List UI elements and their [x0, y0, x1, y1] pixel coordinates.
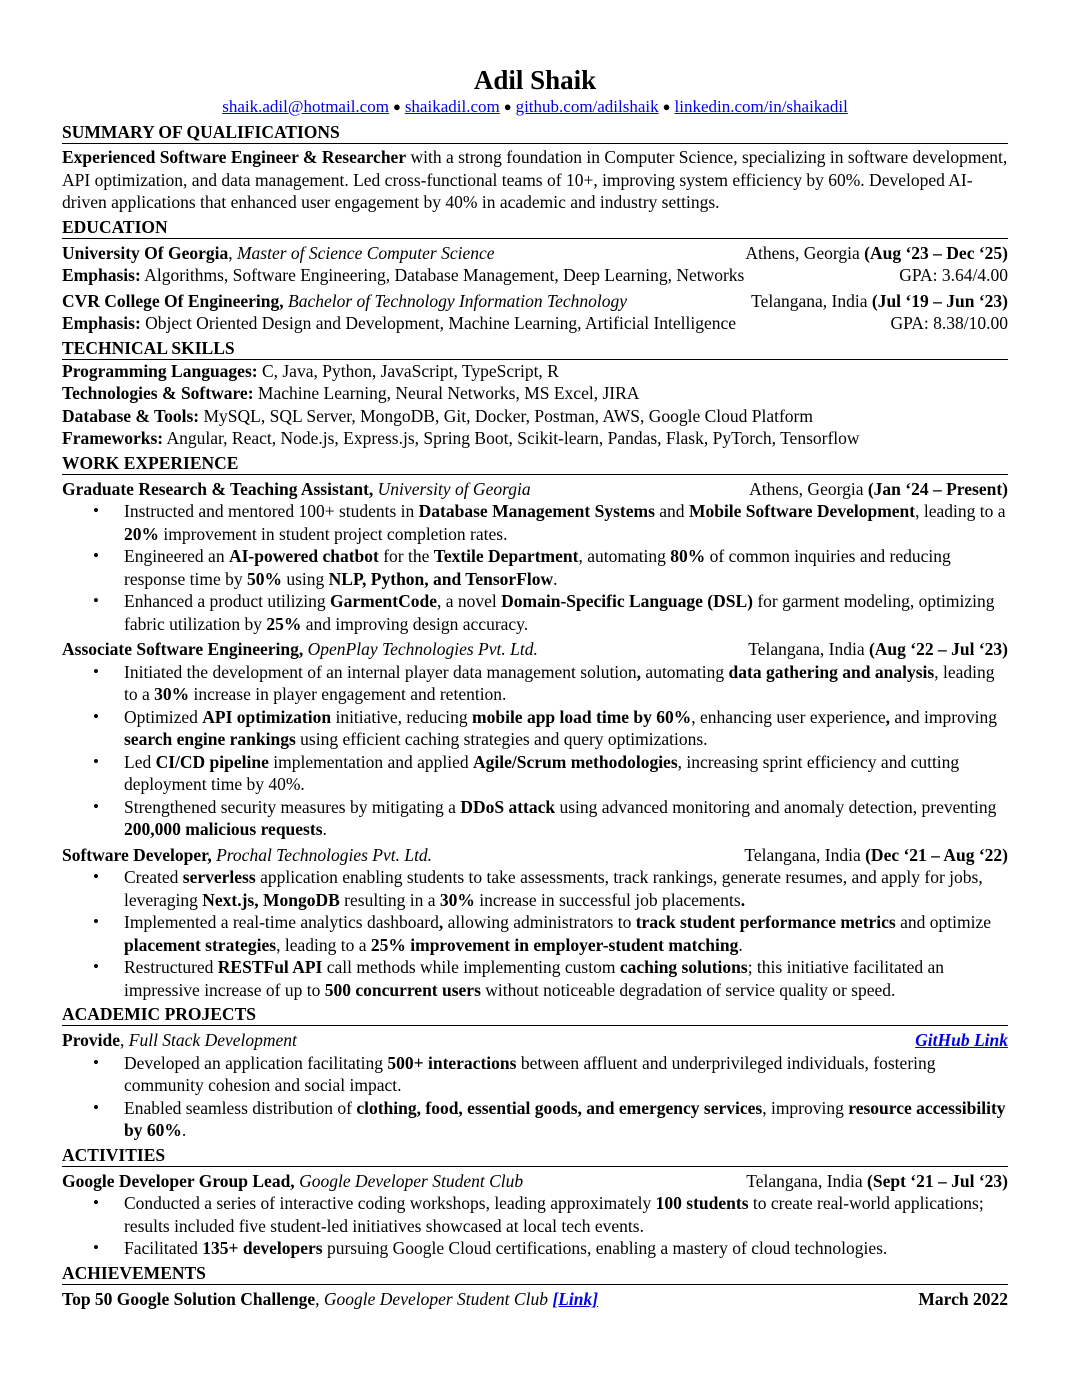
bullet-text: pursuing Google Cloud certifications, enabling a mastery of cloud technologies. — [322, 1238, 888, 1258]
education-header: University Of Georgia, Master of Science Computer Science Athens, Georgia (Aug ‘23 – Dec ‘25) — [62, 242, 1008, 263]
project-title: Provide — [62, 1030, 121, 1050]
bullet-text: of common inquiries and reducing response time by — [124, 546, 951, 589]
location: Telangana, India — [751, 290, 868, 311]
bullet-text: without noticeable degradation of service quality or speed. — [480, 979, 896, 1000]
bullet-highlight: mobile app load time by 60% — [472, 706, 692, 727]
bullet-separator: ● — [503, 99, 512, 114]
bullet-text: resulting in a — [339, 889, 440, 910]
bullet-text: application enabling students to take assessments, track rankings, generate resumes, and apply for jobs, leveraging — [124, 867, 983, 910]
summary-body: with a strong foundation in Computer Science, specializing in software development, API optimization, and data management. Led cross-functional teams of 10+, improving system efficiency by 60%. Developed AI-driven applications that enhanced user engagement by 40% in academic and industry settings. — [62, 147, 1008, 212]
bullet-text: Enhanced a product utilizing — [124, 591, 331, 611]
bullet-item — [124, 1052, 1008, 1097]
bullet-text: Instructed and mentored 100+ students in — [124, 501, 419, 521]
degree: Bachelor of Technology Information Technology — [288, 290, 627, 311]
contact-line — [62, 96, 1008, 119]
bullet-separator: ● — [662, 99, 671, 114]
bullet-item — [124, 706, 1008, 751]
resume-page — [62, 64, 1008, 1310]
bullet-text: Created — [124, 867, 183, 887]
project-subtitle: Full Stack Development — [128, 1030, 297, 1050]
bullet-text: implementation and applied — [268, 751, 473, 772]
skill-line — [62, 405, 1008, 428]
education-header — [62, 290, 1008, 313]
gpa: GPA: 8.38/10.00 — [890, 313, 1008, 333]
bullet-text: Enabled seamless distribution of — [124, 1097, 357, 1118]
bullet-text: between affluent and underprivileged individuals, fostering community cohesion and social impact. — [124, 1052, 936, 1095]
skill-label: Database & Tools: — [62, 405, 200, 426]
achievement-date: March 2022 — [918, 1288, 1008, 1309]
website-link[interactable]: shaikadil.com — [404, 97, 500, 116]
job-header — [62, 478, 1008, 501]
job-entry — [62, 638, 1008, 841]
bullet-highlight: Next.js, MongoDB — [202, 889, 340, 910]
github-link[interactable]: github.com/adilshaik — [515, 97, 659, 116]
location: Telangana, India — [744, 844, 861, 865]
education-entry — [62, 242, 1008, 287]
company-name: OpenPlay Technologies Pvt. Ltd. — [307, 639, 538, 659]
bullet-text: Initiated the development of an internal player data management solution — [124, 661, 637, 682]
activity-title: Google Developer Group Lead, — [62, 1170, 295, 1191]
bullet-highlight: 135+ developers — [202, 1238, 323, 1258]
bullet-text: Engineered an — [124, 546, 229, 566]
bullet-text: increase in successful job placements — [474, 889, 741, 910]
job-entry — [62, 844, 1008, 1002]
job-bullets — [62, 866, 1008, 1001]
bullet-highlight: 80% — [670, 546, 706, 566]
bullet-text: ; this initiative facilitated an impressive increase of up to — [124, 957, 945, 1000]
bullet-item — [124, 751, 1008, 796]
section-work-title: WORK EXPERIENCE — [62, 452, 1008, 475]
bullet-text: , increasing sprint efficiency and cutting deployment time by 40%. — [124, 751, 960, 794]
bullet-text: , improving — [762, 1097, 849, 1118]
bullet-text: . — [553, 568, 558, 589]
education-emphasis — [62, 312, 1008, 335]
bullet-text: , leading to a — [124, 661, 995, 704]
bullet-highlight: track student performance metrics — [635, 912, 896, 932]
emphasis-label: Emphasis: — [62, 265, 141, 285]
bullet-highlight: 25% — [266, 613, 302, 634]
bullet-text: , leading to a — [276, 934, 371, 955]
bullet-highlight: Mobile Software Development — [688, 501, 916, 521]
bullet-text: and optimize — [895, 912, 991, 932]
section-skills-title: TECHNICAL SKILLS — [62, 337, 1008, 360]
bullet-text: call methods while implementing custom — [322, 957, 620, 977]
bullet-item — [124, 866, 1008, 911]
bullet-text: Facilitated — [124, 1238, 203, 1258]
candidate-name: Adil Shaik — [473, 65, 597, 95]
bullet-item — [124, 545, 1008, 590]
bullet-text: , leading to a — [915, 501, 1006, 521]
section-education-title: EDUCATION — [62, 216, 1008, 239]
bullet-text: Developed an application facilitating — [124, 1052, 388, 1073]
bullet-text: Optimized — [124, 706, 203, 727]
company-name: Prochal Technologies Pvt. Ltd. — [216, 844, 433, 865]
bullet-text: Conducted a series of interactive coding workshops, leading approximately — [124, 1193, 656, 1213]
bullet-highlight: 25% improvement in employer-student matching — [370, 934, 739, 955]
education-entry — [62, 290, 1008, 335]
bullet-highlight: DDoS attack — [460, 796, 556, 817]
bullet-highlight: 200,000 malicious requests — [124, 819, 323, 839]
skill-value: Angular, React, Node.js, Express.js, Spring Boot, Scikit-learn, Pandas, Flask, PyTorch, Tensorflow — [166, 428, 860, 448]
linkedin-link[interactable]: linkedin.com/in/shaikadil — [674, 97, 848, 116]
bullet-highlight: Textile Department — [433, 546, 579, 566]
bullet-highlight: 30% — [154, 684, 190, 704]
job-header — [62, 844, 1008, 867]
bullet-highlight: Database Management Systems — [418, 501, 655, 521]
bullet-highlight: 100 students — [655, 1193, 749, 1213]
bullet-item — [124, 1097, 1008, 1142]
activity-entry — [62, 1170, 1008, 1260]
bullet-text: . — [738, 934, 743, 955]
bullet-highlight: resource accessibility by 60% — [124, 1097, 1006, 1140]
bullet-text: improvement in student project completion rates. — [159, 523, 508, 544]
education-emphasis — [62, 264, 1008, 287]
bullet-highlight: API optimization — [202, 706, 332, 727]
bullet-separator: ● — [392, 99, 401, 114]
bullet-text: Led — [124, 751, 156, 772]
bullet-text: using efficient caching strategies and query optimizations. — [295, 729, 708, 749]
project-header: Provide, Full Stack Development GitHub Link — [62, 1030, 1008, 1050]
bullet-highlight: 50% — [246, 568, 282, 589]
bullet-item — [124, 500, 1008, 545]
skill-label: Programming Languages: — [62, 360, 258, 381]
job-title: Associate Software Engineering, — [62, 639, 304, 659]
bullet-highlight: , — [438, 912, 444, 932]
bullet-highlight: data gathering and analysis — [728, 661, 935, 682]
bullet-highlight: Domain-Specific Language (DSL) — [501, 591, 753, 611]
bullet-item — [124, 1192, 1008, 1237]
job-title: Software Developer, — [62, 844, 212, 865]
location: Telangana, India — [746, 1170, 863, 1191]
skill-line — [62, 382, 1008, 405]
bullet-item — [124, 796, 1008, 841]
bullet-text: , a novel — [436, 591, 502, 611]
job-bullets — [62, 500, 1008, 635]
location: Athens, Georgia — [749, 478, 864, 499]
bullet-text: and — [654, 501, 689, 521]
bullet-text: for garment modeling, optimizing fabric utilization by — [124, 591, 995, 634]
activity-header — [62, 1170, 1008, 1193]
emphasis-text: Object Oriented Design and Development, Machine Learning, Artificial Intelligence — [145, 313, 737, 333]
skill-value: MySQL, SQL Server, MongoDB, Git, Docker, Postman, AWS, Google Cloud Platform — [203, 405, 813, 426]
activity-org: Google Developer Student Club — [299, 1170, 524, 1191]
bullet-highlight: search engine rankings — [124, 729, 296, 749]
skill-label: Technologies & Software: — [62, 383, 254, 403]
bullet-item — [124, 911, 1008, 956]
bullet-text: allowing administrators to — [443, 912, 636, 932]
location: Telangana, India — [748, 639, 865, 659]
github-project-link[interactable]: GitHub Link — [915, 1030, 1008, 1050]
job-bullets — [62, 661, 1008, 841]
bullet-text: and improving design accuracy. — [301, 613, 529, 634]
summary-lead: Experienced Software Engineer & Researcher — [62, 147, 407, 167]
bullet-highlight: Agile/Scrum methodologies — [473, 751, 678, 772]
project-entry — [62, 1029, 1008, 1142]
bullet-text: using advanced monitoring and anomaly detection, preventing — [555, 796, 997, 817]
bullet-text: for the — [378, 546, 434, 566]
skill-label: Frameworks: — [62, 428, 164, 448]
bullet-item — [124, 1237, 1008, 1260]
bullet-highlight: 500 concurrent users — [324, 979, 481, 1000]
bullet-highlight: 30% — [439, 889, 475, 910]
location: Athens, Georgia — [745, 242, 860, 263]
dates: (Jul ‘19 – Jun ‘23) — [871, 290, 1008, 311]
bullet-text: and improving — [890, 706, 997, 727]
achievement-title: Top 50 Google Solution Challenge — [62, 1288, 316, 1309]
dates: (Dec ‘21 – Aug ‘22) — [865, 844, 1008, 865]
bullet-text: automating — [641, 661, 729, 682]
bullet-highlight: CI/CD pipeline — [155, 751, 269, 772]
bullet-highlight: , — [636, 661, 642, 682]
dates: (Aug ‘22 – Jul ‘23) — [868, 639, 1008, 659]
emphasis-text: Algorithms, Software Engineering, Database Management, Deep Learning, Networks — [144, 265, 745, 285]
section-projects-title: ACADEMIC PROJECTS — [62, 1003, 1008, 1026]
job-title: Graduate Research & Teaching Assistant, — [62, 478, 374, 499]
email-link[interactable]: shaik.adil@hotmail.com — [222, 97, 389, 116]
bullet-item — [124, 661, 1008, 706]
skills-list — [62, 360, 1008, 450]
achievement-org: Google Developer Student Club — [323, 1288, 548, 1309]
bullet-text: using — [281, 568, 329, 589]
bullet-highlight: , — [885, 706, 891, 727]
bullet-text: , enhancing user experience — [691, 706, 886, 727]
skill-line — [62, 427, 1008, 450]
school-name: CVR College Of Engineering, — [62, 290, 284, 311]
dates: (Aug ‘23 – Dec ‘25) — [864, 242, 1008, 263]
bullet-highlight: 500+ interactions — [387, 1052, 517, 1073]
section-activities-title: ACTIVITIES — [62, 1144, 1008, 1167]
skill-line — [62, 360, 1008, 383]
school-name: University Of Georgia — [62, 242, 229, 263]
job-header — [62, 638, 1008, 661]
bullet-text: . — [181, 1120, 187, 1140]
bullet-text: . — [322, 819, 327, 839]
work-list — [62, 478, 1008, 1002]
achievement-link[interactable]: [Link] — [552, 1288, 599, 1309]
emphasis-label: Emphasis: — [62, 313, 141, 333]
bullet-text: Restructured — [124, 957, 218, 977]
skill-value: Machine Learning, Neural Networks, MS Excel, JIRA — [257, 383, 640, 403]
job-entry — [62, 478, 1008, 636]
bullet-item — [124, 956, 1008, 1001]
bullet-highlight: NLP, Python, and TensorFlow — [328, 568, 554, 589]
company-name: University of Georgia — [377, 478, 531, 499]
bullet-highlight: RESTFul API — [217, 957, 323, 977]
bullet-highlight: placement strategies — [124, 934, 277, 955]
bullet-text: Strengthened security measures by mitigating a — [124, 796, 461, 817]
section-summary-title: SUMMARY OF QUALIFICATIONS — [62, 121, 1008, 144]
dates: (Jan ‘24 – Present) — [867, 478, 1008, 499]
degree: Master of Science Computer Science — [236, 242, 495, 263]
bullet-text: to create real-world applications; results included five student-led initiatives showcased at local tech events. — [124, 1193, 984, 1236]
section-achievements-title: ACHIEVEMENTS — [62, 1262, 1008, 1285]
bullet-highlight: GarmentCode — [330, 591, 437, 611]
bullet-text: Implemented a real-time analytics dashboard — [124, 912, 439, 932]
bullet-text: , automating — [578, 546, 671, 566]
summary-text — [62, 146, 1008, 214]
activity-bullets — [62, 1192, 1008, 1260]
bullet-highlight: 20% — [124, 523, 159, 544]
bullet-text: increase in player engagement and retention. — [189, 684, 507, 704]
skill-value: C, Java, Python, JavaScript, TypeScript, R — [261, 360, 559, 381]
achievement-entry: Top 50 Google Solution Challenge, Google Developer Student Club [Link] March 2022 — [62, 1288, 1008, 1309]
bullet-highlight: AI-powered chatbot — [228, 546, 379, 566]
bullet-highlight: clothing, food, essential goods, and emergency services — [356, 1097, 763, 1118]
bullet-item — [124, 590, 1008, 635]
bullet-highlight: . — [740, 889, 746, 910]
bullet-highlight: caching solutions — [619, 957, 748, 977]
bullet-text: initiative, reducing — [331, 706, 473, 727]
dates: (Sept ‘21 – Jul ‘23) — [867, 1170, 1008, 1191]
project-bullets — [62, 1052, 1008, 1142]
bullet-highlight: serverless — [182, 867, 256, 887]
gpa: GPA: 3.64/4.00 — [899, 265, 1008, 285]
